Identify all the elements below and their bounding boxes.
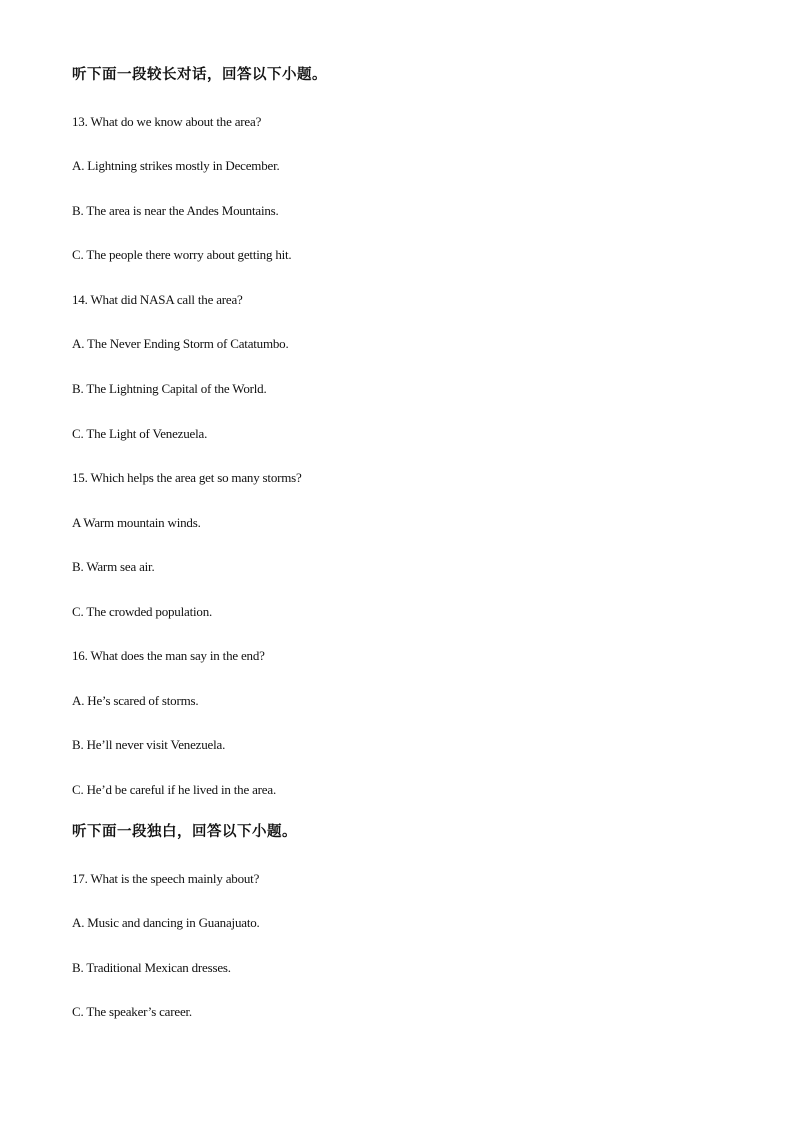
question-16-option-b: B. He’ll never visit Venezuela.: [72, 737, 226, 752]
question-16-stem: 16. What does the man say in the end?: [72, 648, 265, 663]
question-15-option-b: B. Warm sea air.: [72, 559, 155, 574]
question-15-option-a: A Warm mountain winds.: [72, 515, 201, 530]
question-13-option-a: A. Lightning strikes mostly in December.: [72, 158, 280, 173]
question-15-option-c: C. The crowded population.: [72, 604, 213, 619]
question-14-stem: 14. What did NASA call the area?: [72, 292, 243, 307]
question-14-option-b: B. The Lightning Capital of the World.: [72, 381, 267, 396]
question-13-option-c: C. The people there worry about getting hit.: [72, 247, 292, 262]
question-14-option-a: A. The Never Ending Storm of Catatumbo.: [72, 336, 289, 351]
question-17-option-b: B. Traditional Mexican dresses.: [72, 960, 231, 975]
question-17-stem: 17. What is the speech mainly about?: [72, 871, 260, 886]
question-13-stem: 13. What do we know about the area?: [72, 114, 262, 129]
section-heading-monologue: 听下面一段独白，回答以下小题。: [72, 824, 297, 840]
question-16-option-c: C. He’d be careful if he lived in the area.: [72, 782, 276, 797]
question-15-stem: 15. Which helps the area get so many storms?: [72, 470, 302, 485]
question-16-option-a: A. He’s scared of storms.: [72, 693, 199, 708]
question-13-option-b: B. The area is near the Andes Mountains.: [72, 203, 279, 218]
question-17-option-c: C. The speaker’s career.: [72, 1004, 192, 1019]
question-17-option-a: A. Music and dancing in Guanajuato.: [72, 915, 260, 930]
question-14-option-c: C. The Light of Venezuela.: [72, 426, 208, 441]
section-heading-dialogue: 听下面一段较长对话，回答以下小题。: [72, 67, 327, 83]
